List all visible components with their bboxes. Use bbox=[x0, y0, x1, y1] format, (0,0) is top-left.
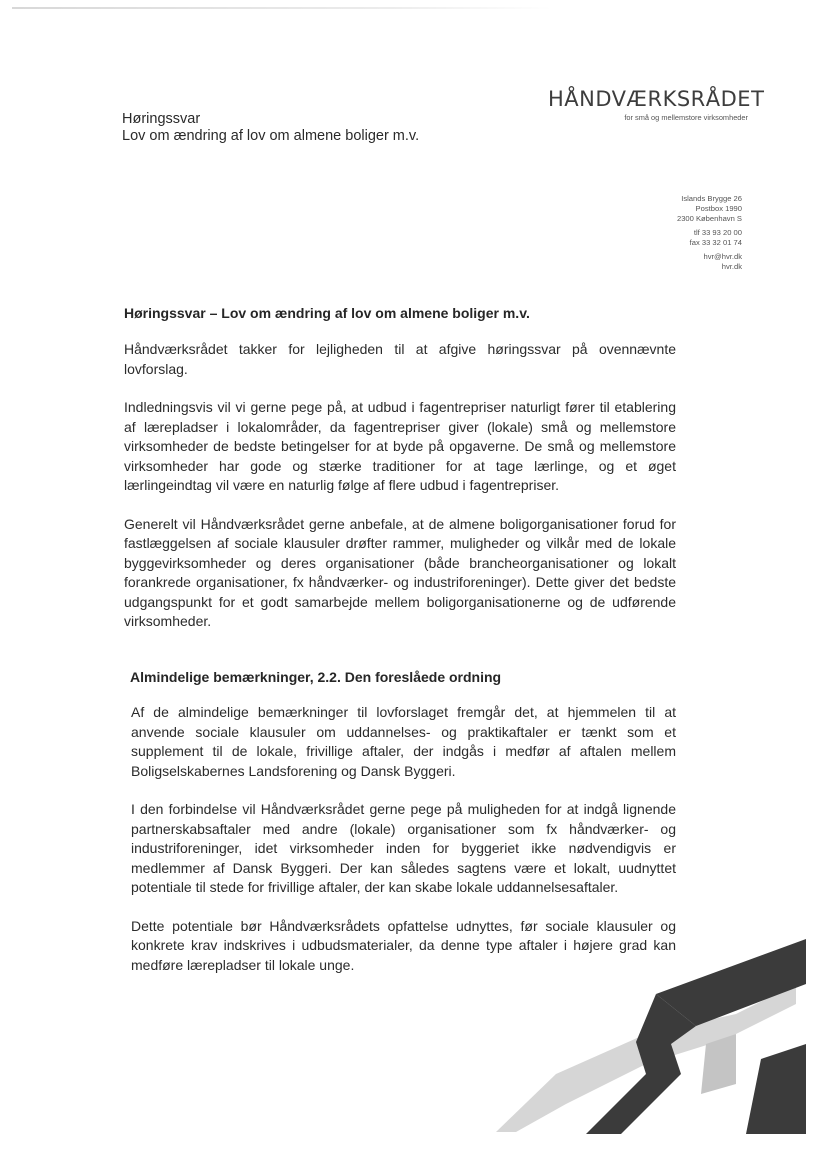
dark-band-lower bbox=[746, 1044, 806, 1134]
doc-subject: Lov om ændring af lov om almene boliger m.v. bbox=[122, 128, 420, 144]
address-email: hvr@hvr.dk bbox=[703, 252, 742, 261]
top-rule bbox=[12, 7, 552, 9]
paragraph: I den forbindelse vil Håndværksrådet gerne pege på muligheden for at indgå lignende partnerskabsaftaler med andre (lokale) organisationer som fx håndværker- og industriforeninger, idet virksomheder inden for byggeriet ikke nødvendigvis er medlemmer af Dansk Byggeri. Der kan således sagtens være et lokalt, uudnyttet potentiale til stede for frivillige aftaler, der kan skabe lokale uddannelsesaftaler. bbox=[131, 801, 676, 895]
logo-tagline: for små og mellemstore virksomheder bbox=[624, 113, 748, 122]
letter-header bbox=[122, 111, 419, 145]
logo bbox=[548, 86, 765, 122]
address-city: 2300 København S bbox=[676, 214, 742, 223]
section-heading: Almindelige bemærkninger, 2.2. Den foreslåede ordning bbox=[130, 668, 502, 685]
paragraph: Af de almindelige bemærkninger til lovforslaget fremgår det, at hjemmelen til at anvende sociale klausuler om uddannelses- og praktikaftaler er tænkt som et supplement til de lokale, frivillige aftaler, der indgås i medfør af aftalen mellem Boligselskabernes Landsforening og Dansk Byggeri. bbox=[131, 704, 676, 779]
address-fax: fax 33 32 01 74 bbox=[689, 238, 742, 247]
address-block bbox=[590, 194, 742, 272]
doc-type: Høringssvar bbox=[122, 111, 201, 127]
decorative-graphic bbox=[496, 934, 806, 1134]
logo-name: HÅNDVÆRKSRÅDET bbox=[548, 87, 765, 111]
address-postbox: Postbox 1990 bbox=[695, 204, 742, 213]
paragraph: Indledningsvis vil vi gerne pege på, at udbud i fagentrepriser naturligt fører til etablering af lærepladser i lokalområder, da fagentrepriser giver (lokale) små og mellemstore virksomheder de bedste betingelser for at byde på opgaverne. De små og mellemstore virksomheder har gode og stærke traditioner for at tage lærlinge, og et øget lærlingeindtag vil være en naturlig følge af flere udbud i fagentrepriser. bbox=[124, 399, 676, 493]
address-street: Islands Brygge 26 bbox=[681, 194, 742, 203]
document-title: Høringssvar – Lov om ændring af lov om almene boliger m.v. bbox=[124, 305, 530, 321]
paragraph: Dette potentiale bør Håndværksrådets opfattelse udnyttes, før sociale klausuler og konkrete krav indskrives i udbudsmaterialer, da denne type aftaler i højere grad kan medføre lærepladser til lokale unge. bbox=[131, 917, 676, 973]
address-web: hvr.dk bbox=[721, 262, 742, 271]
address-phone: tlf 33 93 20 00 bbox=[693, 228, 742, 237]
document-body bbox=[124, 340, 676, 994]
paragraph: Håndværksrådet takker for lejligheden til at afgive høringssvar på ovennævnte lovforslag. bbox=[124, 341, 676, 377]
paragraph: Generelt vil Håndværksrådet gerne anbefale, at de almene boligorganisationer forud for fastlæggelsen af sociale klausuler drøfter rammer, muligheder og vilkår med de lokale byggevirksomheder og deres organisationer (både brancheorganisationer og lokalt forankrede organisationer, fx håndværker- og industriforeninger). Dette giver det bedste udgangspunkt for et godt samarbejde mellem boligorganisationerne og de udførende virksomheder. bbox=[124, 515, 676, 629]
